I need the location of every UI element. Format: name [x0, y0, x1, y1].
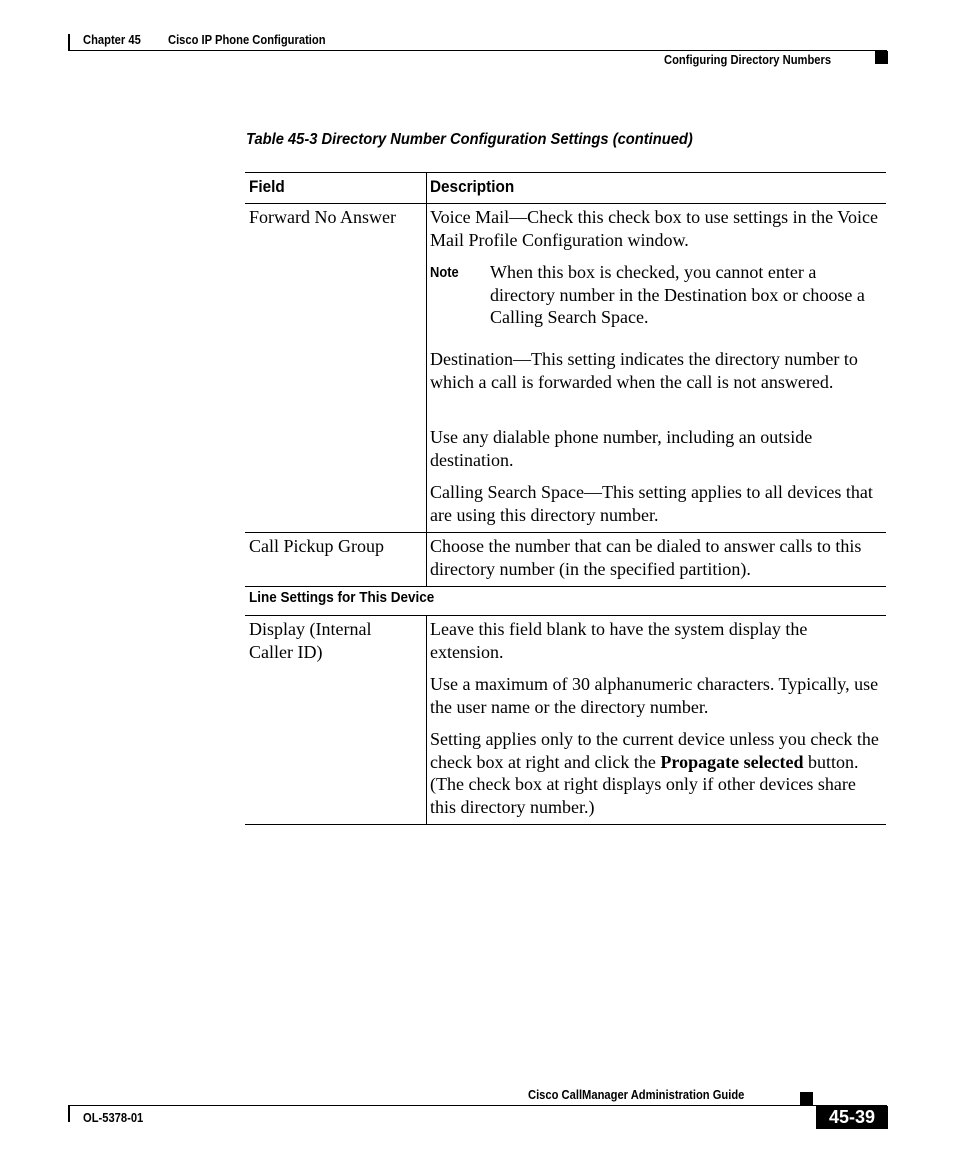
footer-guide-title: Cisco CallManager Administration Guide [528, 1087, 745, 1102]
column-divider [426, 615, 427, 824]
column-header-description: Description [430, 177, 515, 196]
desc-destination: Destination—This setting indicates the directory number to which a call is forwarded when the call is not answered. [430, 349, 858, 392]
table-header-rule [245, 203, 886, 204]
field-display-internal-caller-id: Display (Internal Caller ID) [249, 619, 372, 662]
row-divider [245, 586, 886, 587]
note-text: When this box is checked, you cannot enter a directory number in the Destination box or choose a Calling Search Space. [490, 262, 865, 327]
desc-display-max-chars: Use a maximum of 30 alphanumeric characters. Typically, use the user name or the directory number. [430, 674, 879, 717]
desc-calling-search-space: Calling Search Space—This setting applies to all devices that are using this directory number. [430, 482, 873, 525]
note-label: Note [430, 264, 459, 281]
header-rule [68, 50, 887, 51]
section-heading-line-settings: Line Settings for This Device [249, 589, 435, 606]
column-divider [426, 172, 427, 586]
header-chapter: Chapter 45 [83, 32, 141, 47]
footer-square [800, 1092, 813, 1105]
table-top-rule [245, 172, 886, 173]
field-forward-no-answer: Forward No Answer [249, 207, 396, 227]
desc-call-pickup-group: Choose the number that can be dialed to answer calls to this directory number (in the specified partition). [430, 536, 862, 579]
header-left-bar [68, 34, 70, 51]
footer-left-bar [68, 1105, 70, 1122]
propagate-selected-term: Propagate selected [660, 751, 804, 772]
text-span: Setting applies only to the current device unless you check the check box at right and click the [430, 729, 879, 772]
desc-display-propagate [430, 728, 882, 818]
row-divider [245, 615, 886, 616]
footer-doc-number: OL-5378-01 [83, 1110, 144, 1125]
header-section: Configuring Directory Numbers [664, 52, 832, 67]
page-number: 45-39 [816, 1106, 888, 1129]
table-bottom-rule [245, 824, 886, 825]
column-header-field: Field [249, 177, 285, 196]
text-span: button. (The check box at right displays only if other devices share this directory number.) [430, 751, 859, 817]
field-call-pickup-group: Call Pickup Group [249, 536, 384, 556]
table-caption: Table 45-3 Directory Number Configuration Settings (continued) [246, 131, 693, 148]
desc-dialable-number: Use any dialable phone number, including an outside destination. [430, 427, 813, 470]
row-divider [245, 532, 886, 533]
desc-display-blank: Leave this field blank to have the system display the extension. [430, 619, 808, 662]
desc-voice-mail: Voice Mail—Check this check box to use settings in the Voice Mail Profile Configuration window. [430, 207, 878, 250]
footer-rule [68, 1105, 887, 1106]
header-square [875, 51, 888, 64]
header-chapter-title: Cisco IP Phone Configuration [168, 32, 326, 47]
